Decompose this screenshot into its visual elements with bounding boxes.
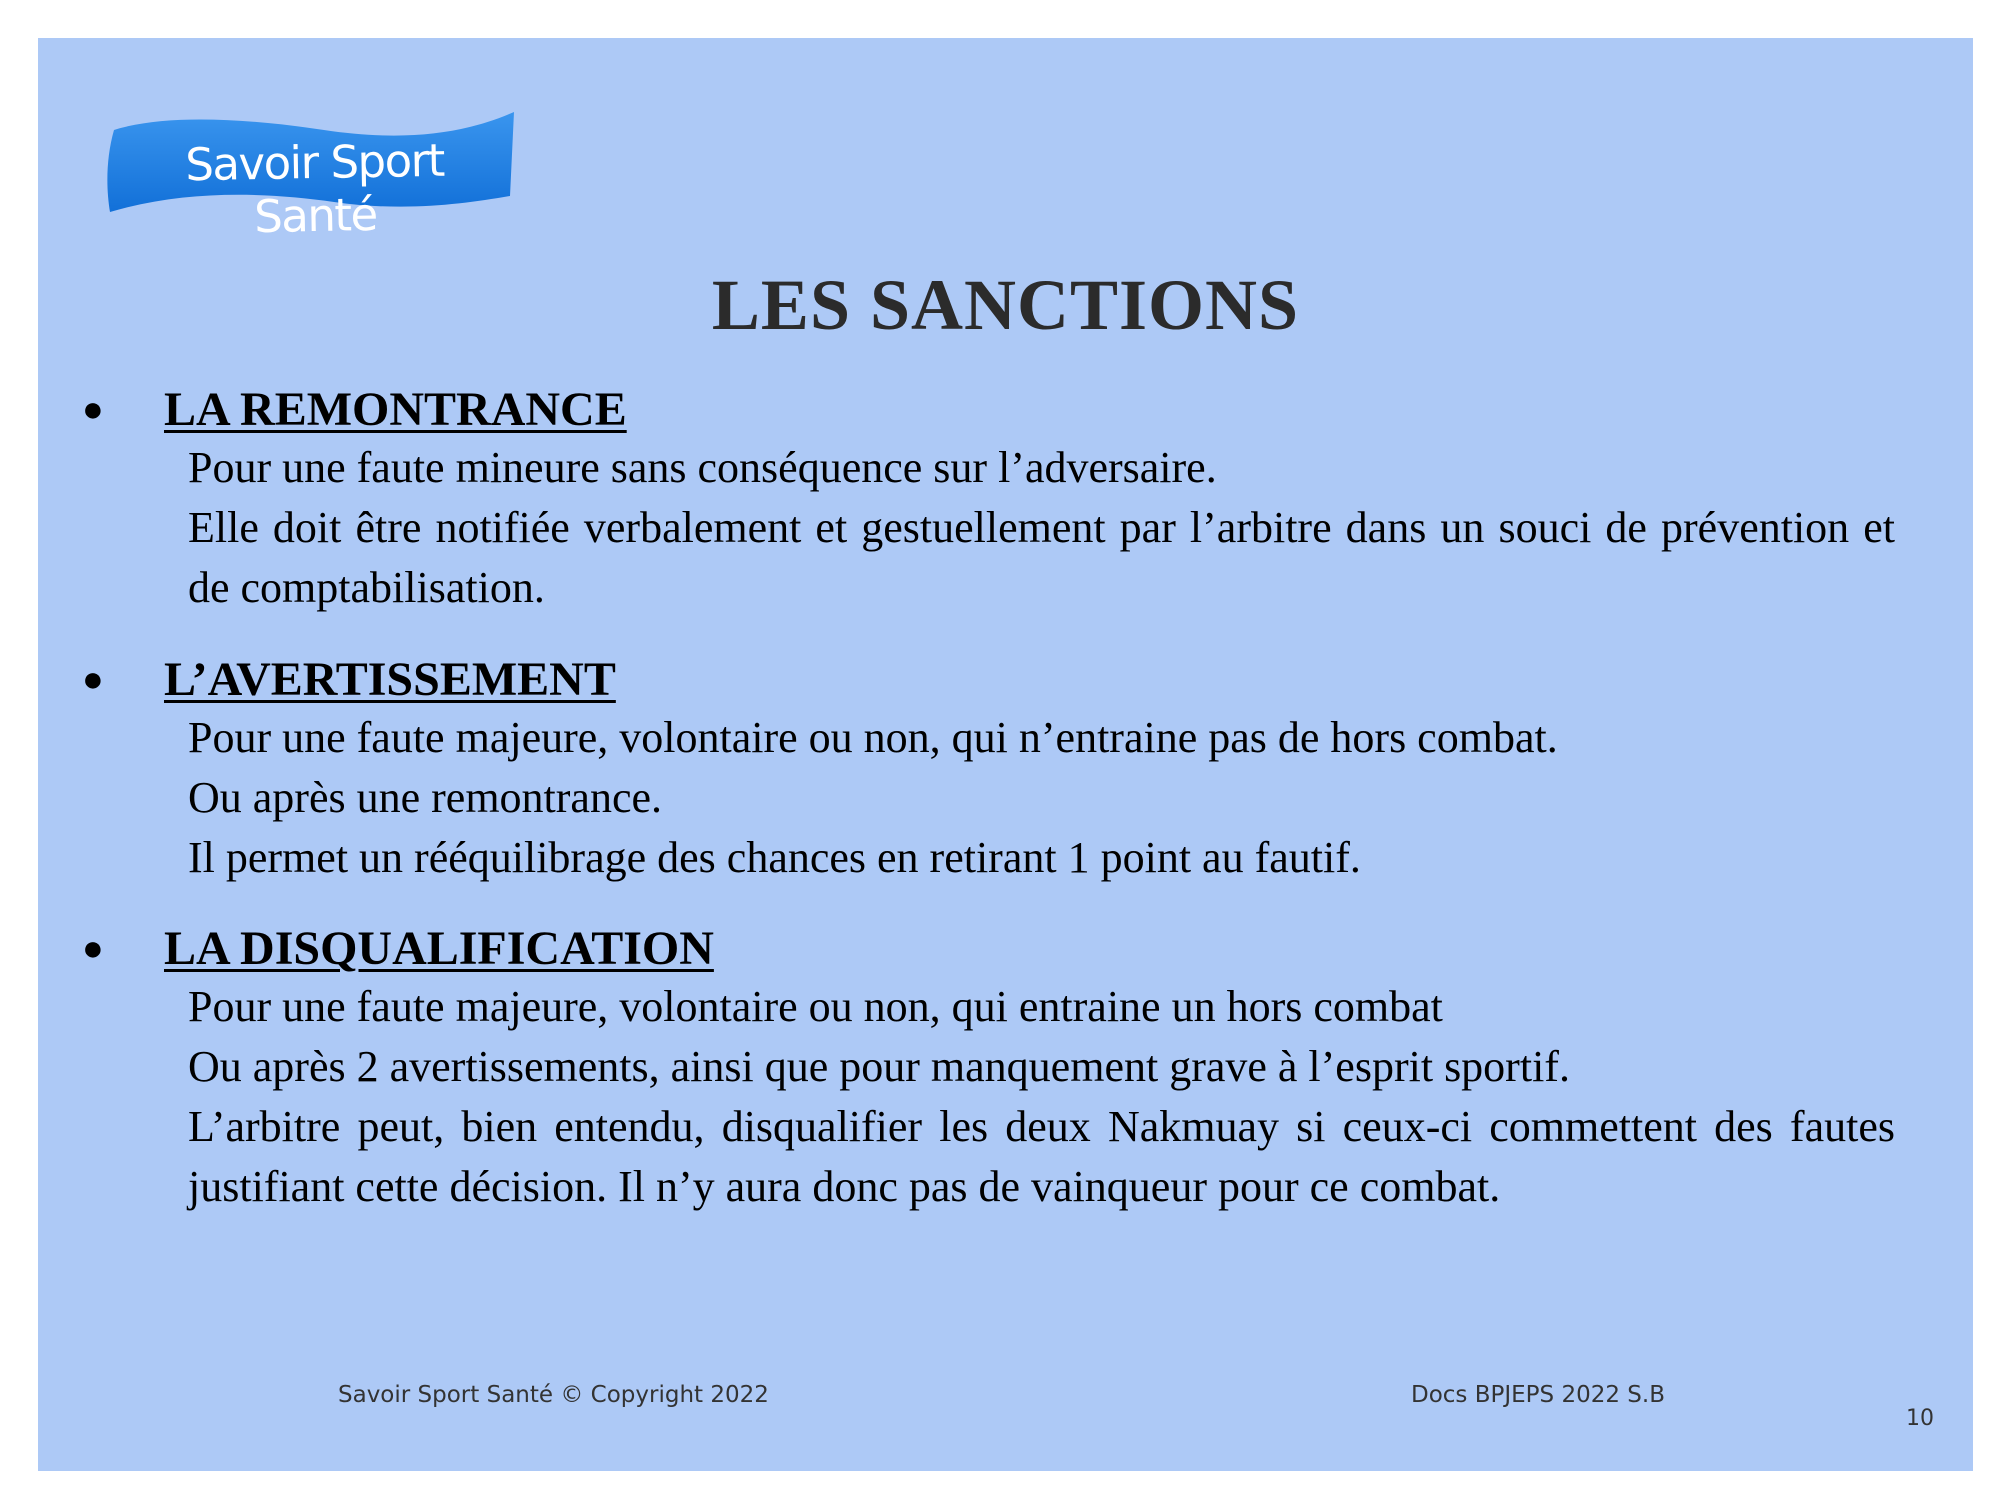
section-heading: LA REMONTRANCE [164, 383, 627, 436]
section-heading: LA DISQUALIFICATION [164, 922, 714, 975]
bullet-icon: ● [82, 389, 104, 429]
section-heading: L’AVERTISSEMENT [164, 653, 616, 706]
text-line: Elle doit être notifiée verbalement et gestuellement par l’arbitre dans un souci de prévention et de comptabilisation. [188, 503, 1895, 612]
text-line: Ou après 2 avertissements, ainsi que pour manquement grave à l’esprit sportif. [188, 1042, 1570, 1091]
bullet-icon: ● [82, 659, 104, 699]
page-title: LES SANCTIONS [711, 265, 1300, 345]
text-line: Ou après une remontrance. [188, 773, 663, 822]
text-line: Pour une faute mineure sans conséquence sur l’adversaire. [188, 443, 1217, 492]
text-line: Pour une faute majeure, volontaire ou non, qui entraine un hors combat [188, 982, 1443, 1031]
section-body [188, 438, 1895, 618]
slide [38, 38, 1973, 1471]
text-line: Pour une faute majeure, volontaire ou non, qui n’entraine pas de hors combat. [188, 713, 1558, 762]
footer-copyright: Savoir Sport Santé © Copyright 2022 [338, 1382, 769, 1408]
logo-text: Savoir Sport Santé [184, 133, 445, 244]
section-body [188, 708, 1895, 888]
footer-docs: Docs BPJEPS 2022 S.B [1411, 1382, 1665, 1408]
text-line: Il permet un rééquilibrage des chances en retirant 1 point au fautif. [188, 833, 1361, 882]
bullet-icon: ● [82, 928, 104, 968]
text-line: L’arbitre peut, bien entendu, disqualifier les deux Nakmuay si ceux-ci commettent des fautes justifiant cette décision. Il n’y aura donc pas de vainqueur pour ce combat. [188, 1102, 1895, 1211]
savoir-sport-sante-logo [104, 108, 518, 244]
page-number: 10 [1906, 1406, 1934, 1431]
section-body [188, 977, 1895, 1217]
